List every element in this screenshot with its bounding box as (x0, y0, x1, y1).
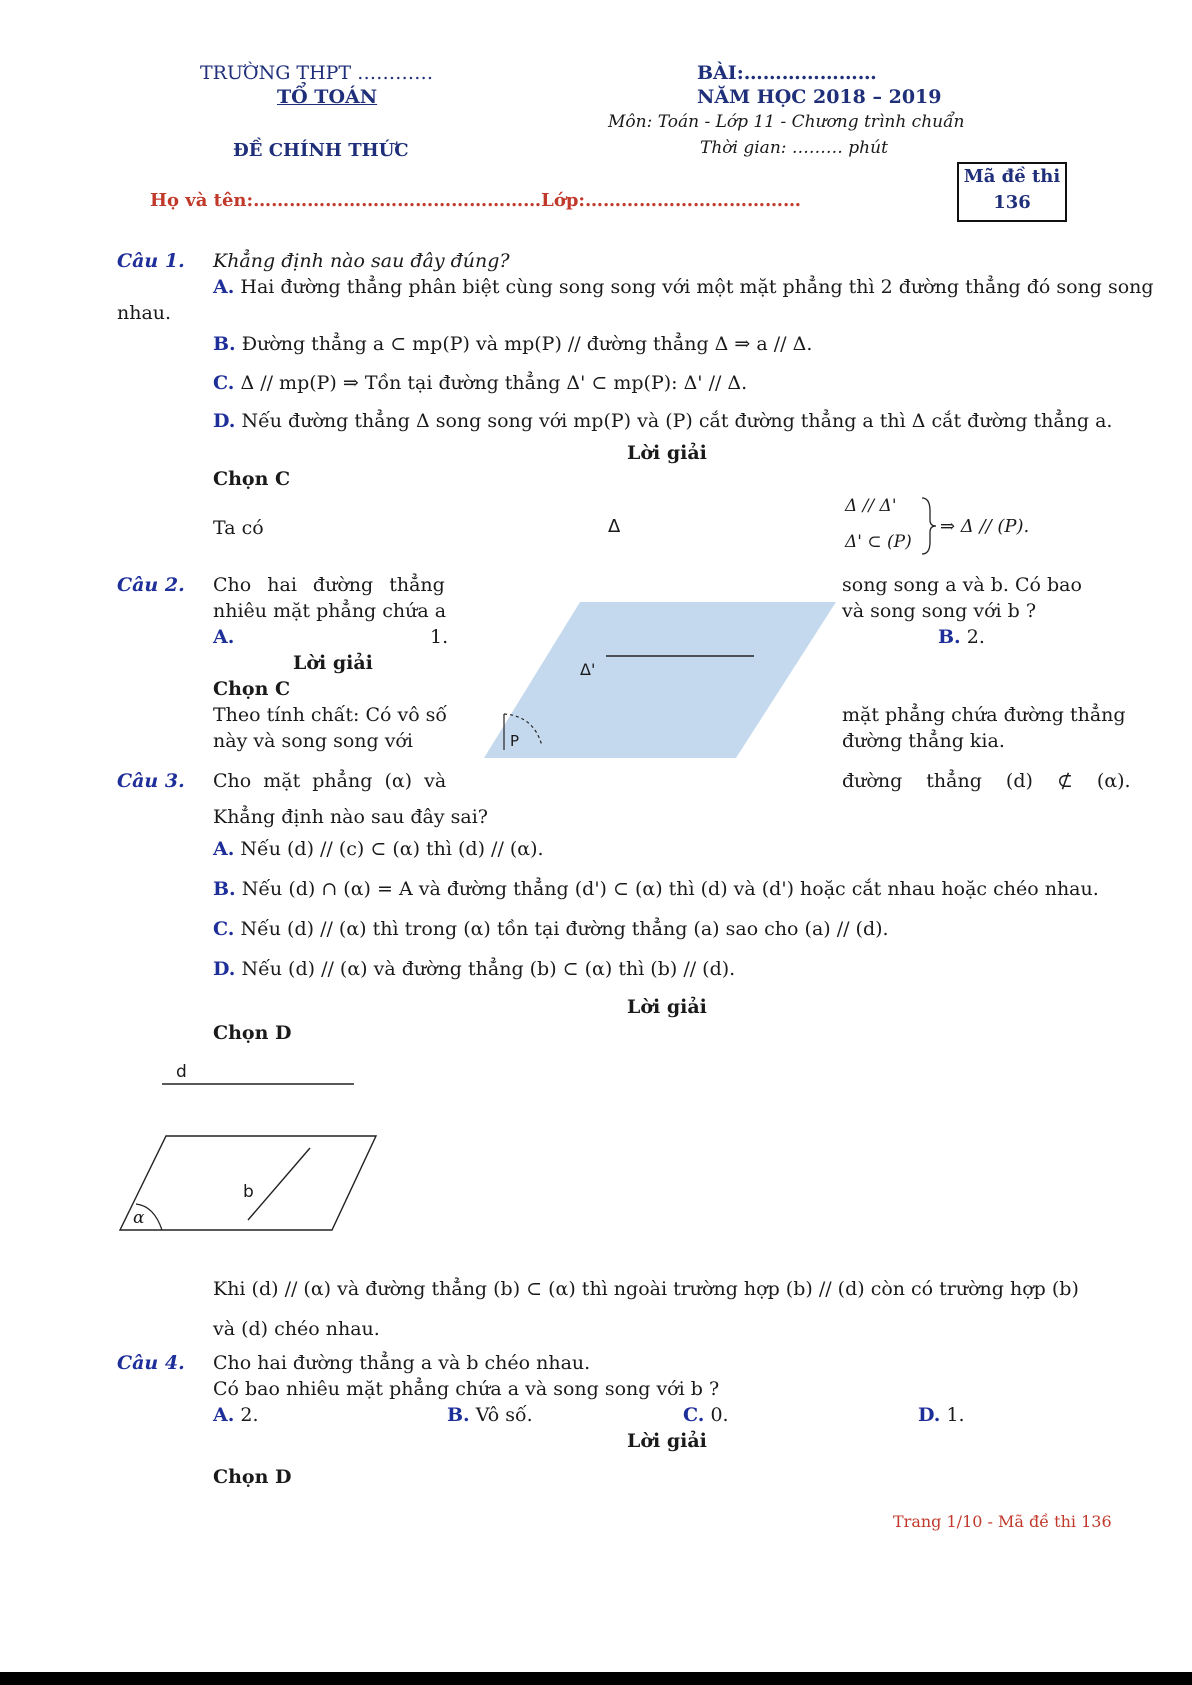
q1-d-text: Nếu đường thẳng Δ song song với mp(P) và (P) cắt đường thẳng a thì Δ cắt đường thẳng a. (241, 410, 1113, 432)
q1-c-text: Δ // mp(P) ⇒ Tồn tại đường thẳng Δ' ⊂ mp(P): Δ' // Δ. (240, 372, 748, 394)
q3-c-key: C. (213, 918, 235, 940)
q1-option-a (213, 276, 1154, 298)
q3-b-key: B. (213, 878, 236, 900)
q2-line2-right: và song song với b ? (842, 600, 1037, 622)
q1-taco: Ta có (213, 517, 264, 539)
q2-expl2-left: này và song song với (213, 730, 413, 752)
q1-brace (920, 496, 940, 556)
q2-choice: Chọn C (213, 678, 291, 700)
q1-system-result: ⇒ Δ // (P). (940, 516, 1030, 537)
q4-line1: Cho hai đường thẳng a và b chéo nhau. (213, 1352, 591, 1374)
q4-d-text: 1. (946, 1404, 965, 1426)
q1-system-line1: Δ // Δ' (845, 496, 897, 516)
subject-line: Môn: Toán - Lớp 11 - Chương trình chuẩn (608, 112, 965, 132)
q4-label: Câu 4. (117, 1352, 185, 1374)
q3-a-text: Nếu (d) // (c) ⊂ (α) thì (d) // (α). (240, 838, 544, 860)
q1-solution-heading: Lời giải (627, 442, 707, 464)
q4-d-key: D. (918, 1404, 941, 1426)
q2-option-b (938, 626, 985, 648)
q2-expl2-right: đường thẳng kia. (842, 730, 1005, 752)
official-label: ĐỀ CHÍNH THỨC (233, 140, 409, 161)
q4-option-a (213, 1404, 259, 1426)
q2-a-key: A. (213, 626, 235, 648)
q4-option-d (918, 1404, 965, 1426)
q1-figure (480, 510, 840, 770)
q1-a-key: A. (213, 276, 235, 298)
exam-code-label: Mã đề thi (963, 166, 1061, 187)
q4-a-key: A. (213, 1404, 235, 1426)
q2-expl1-left: Theo tính chất: Có vô số (213, 704, 448, 726)
q3-expl1: Khi (d) // (α) và đường thẳng (b) ⊂ (α) thì ngoài trường hợp (b) // (d) còn có trường hợp (b) (213, 1278, 1079, 1300)
q1-option-d (213, 410, 1112, 432)
q4-c-text: 0. (710, 1404, 729, 1426)
q1-a-text: Hai đường thẳng phân biệt cùng song song với một mặt phẳng thì 2 đường thẳng đó song song (240, 276, 1154, 298)
q3-a-key: A. (213, 838, 235, 860)
q1-option-c (213, 372, 747, 394)
q4-option-b (447, 1404, 533, 1426)
q1-a-continuation: nhau. (117, 302, 172, 324)
fig1-p-label: P (510, 732, 520, 750)
fig2-alpha-label: α (133, 1208, 145, 1228)
plane-p (484, 602, 836, 758)
q4-choice: Chọn D (213, 1466, 292, 1488)
bottom-edge-bar (0, 1672, 1192, 1685)
q3-option-a (213, 838, 544, 860)
q2-line1-right: song song a và b. Có bao (842, 574, 1082, 596)
q3-d-key: D. (213, 958, 236, 980)
exam-code-value: 136 (993, 192, 1031, 213)
fig1-delta-prime-label: Δ' (580, 660, 596, 679)
q1-d-key: D. (213, 410, 236, 432)
q3-c-text: Nếu (d) // (α) thì trong (α) tồn tại đường thẳng (a) sao cho (a) // (d). (240, 918, 889, 940)
q3-expl2: và (d) chéo nhau. (213, 1318, 380, 1340)
q2-line2-left: nhiêu mặt phẳng chứa a (213, 600, 447, 622)
time-line: Thời gian: ……… phút (700, 138, 888, 158)
q1-b-key: B. (213, 333, 236, 355)
q4-c-key: C. (683, 1404, 705, 1426)
q1-b-text: Đường thẳng a ⊂ mp(P) và mp(P) // đường thẳng Δ ⇒ a // Δ. (241, 333, 813, 355)
q1-system-line2: Δ' ⊂ (P) (845, 532, 912, 552)
q3-line1-left: Cho mặt phẳng (α) và (213, 770, 447, 792)
line-b (248, 1148, 310, 1220)
lesson-line: BÀI:………………… (697, 62, 877, 84)
q2-solution-heading: Lời giải (293, 652, 373, 674)
q3-solution-heading: Lời giải (627, 996, 707, 1018)
q2-b-key: B. (938, 626, 961, 648)
name-class-line: Họ và tên:…………………………………………Lớp:……………………………… (150, 190, 802, 211)
q1-c-key: C. (213, 372, 235, 394)
q3-d-text: Nếu (d) // (α) và đường thẳng (b) ⊂ (α) thì (b) // (d). (241, 958, 736, 980)
school-year: NĂM HỌC 2018 – 2019 (697, 86, 942, 108)
q3-choice: Chọn D (213, 1022, 292, 1044)
q4-option-c (683, 1404, 729, 1426)
q4-a-text: 2. (240, 1404, 259, 1426)
q4-line2: Có bao nhiêu mặt phẳng chứa a và song song với b ? (213, 1378, 720, 1400)
q2-b-text: 2. (966, 626, 985, 648)
q3-prompt: Khẳng định nào sau đây sai? (213, 806, 488, 828)
q1-label: Câu 1. (117, 250, 185, 272)
q2-a-text: 1. (430, 626, 449, 648)
group-name: TỔ TOÁN (277, 86, 378, 108)
q1-prompt: Khẳng định nào sau đây đúng? (213, 250, 510, 272)
q4-b-key: B. (447, 1404, 470, 1426)
fig2-b-label: b (243, 1182, 254, 1202)
q3-figure (110, 1060, 380, 1240)
school-name: TRƯỜNG THPT ………… (200, 62, 434, 84)
q2-line1-left: Cho hai đường thẳng (213, 574, 445, 596)
q2-expl1-right: mặt phẳng chứa đường thẳng (842, 704, 1126, 726)
exam-code-box (957, 162, 1067, 222)
fig2-d-label: d (176, 1062, 187, 1082)
q3-option-d (213, 958, 735, 980)
q2-label: Câu 2. (117, 574, 185, 596)
q4-solution-heading: Lời giải (627, 1430, 707, 1452)
q4-b-text: Vô số. (475, 1404, 533, 1426)
q3-b-text: Nếu (d) ∩ (α) = A và đường thẳng (d') ⊂ (α) thì (d) và (d') hoặc cắt nhau hoặc chéo nhau. (241, 878, 1099, 900)
q3-option-c (213, 918, 889, 940)
fig1-delta-label: Δ (608, 516, 621, 537)
q3-label: Câu 3. (117, 770, 185, 792)
q1-option-b (213, 333, 812, 355)
page-footer: Trang 1/10 - Mã đề thi 136 (893, 1512, 1112, 1531)
q3-option-b (213, 878, 1099, 900)
q3-line1-right: đường thẳng (d) ⊄ (α). (842, 770, 1131, 792)
q1-choice: Chọn C (213, 468, 291, 490)
